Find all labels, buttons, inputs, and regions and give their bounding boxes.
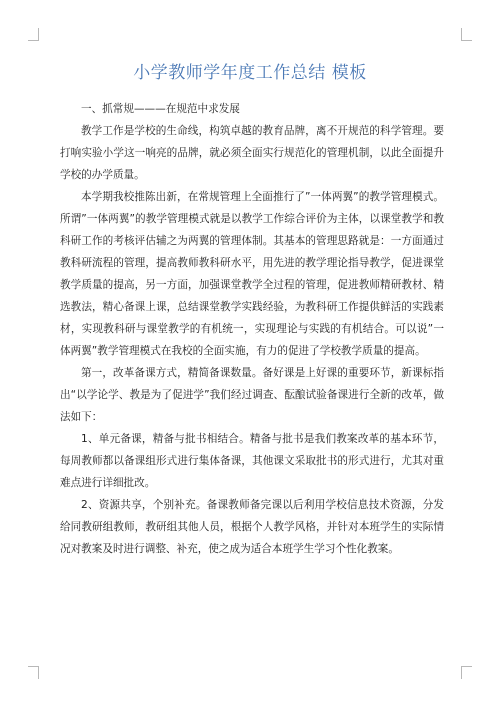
crop-mark-bottom-right [461,666,472,679]
crop-mark-top-right [461,28,472,41]
document-title: 小学教师学年度工作总结 模板 [133,63,367,83]
crop-mark-top-left [28,28,39,41]
section-heading: 一、抓常规———在规范中求发展 [81,103,240,115]
document-body [60,98,444,560]
paragraph: 第一，改革备课方式，精简备课数量。备好课是上好课的重要环节，新课标指出“以学论学、教是为了促进学”我们经过调查、酝酿试验备课进行全新的改革，做法如下： [60,367,444,423]
paragraph: 2、资源共享，个别补充。备课教师备完课以后利用学校信息技术资源，分发给同教研组教师，教研组其他人员，根据个人教学风格，并针对本班学生的实际情况对教案及时进行调整、补充，使之成为适合本班学生学习个性化教案。 [60,499,444,555]
paragraph: 教学工作是学校的生命线，构筑卓越的教育品牌，离不开规范的科学管理。要打响实验小学这一响亮的品牌，就必须全面实行规范化的管理机制，以此全面提升学校的办学质量。 [60,125,444,181]
paragraph: 本学期我校推陈出新，在常规管理上全面推行了”一体两翼”的教学管理模式。所谓”一体两翼”的教学管理模式就是以教学工作综合评价为主体，以课堂教学和教科研工作的考核评估辅之为两翼的管理体制。其基本的管理思路就是：一方面通过教科研流程的管理，提高教师教科研水平，用先进的教学理论指导教学，促进课堂教学质量的提高，另一方面，加强课堂教学全过程的管理，促进教师精研教材、精选教法，精心备课上课，总结课堂教学实践经验，为教科研工作提供鲜活的实践素材，实现教科研与课堂教学的有机统一，实现理论与实践的有机结合。可以说”一体两翼”教学管理模式在我校的全面实施，有力的促进了学校教学质量的提高。 [60,191,444,357]
paragraph: 1、单元备课，精备与批书相结合。精备与批书是我们教案改革的基本环节，每周教师都以备课组形式进行集体备课，其他课文采取批书的形式进行，尤其对重难点进行详细批改。 [60,433,444,489]
crop-mark-bottom-left [28,666,39,679]
